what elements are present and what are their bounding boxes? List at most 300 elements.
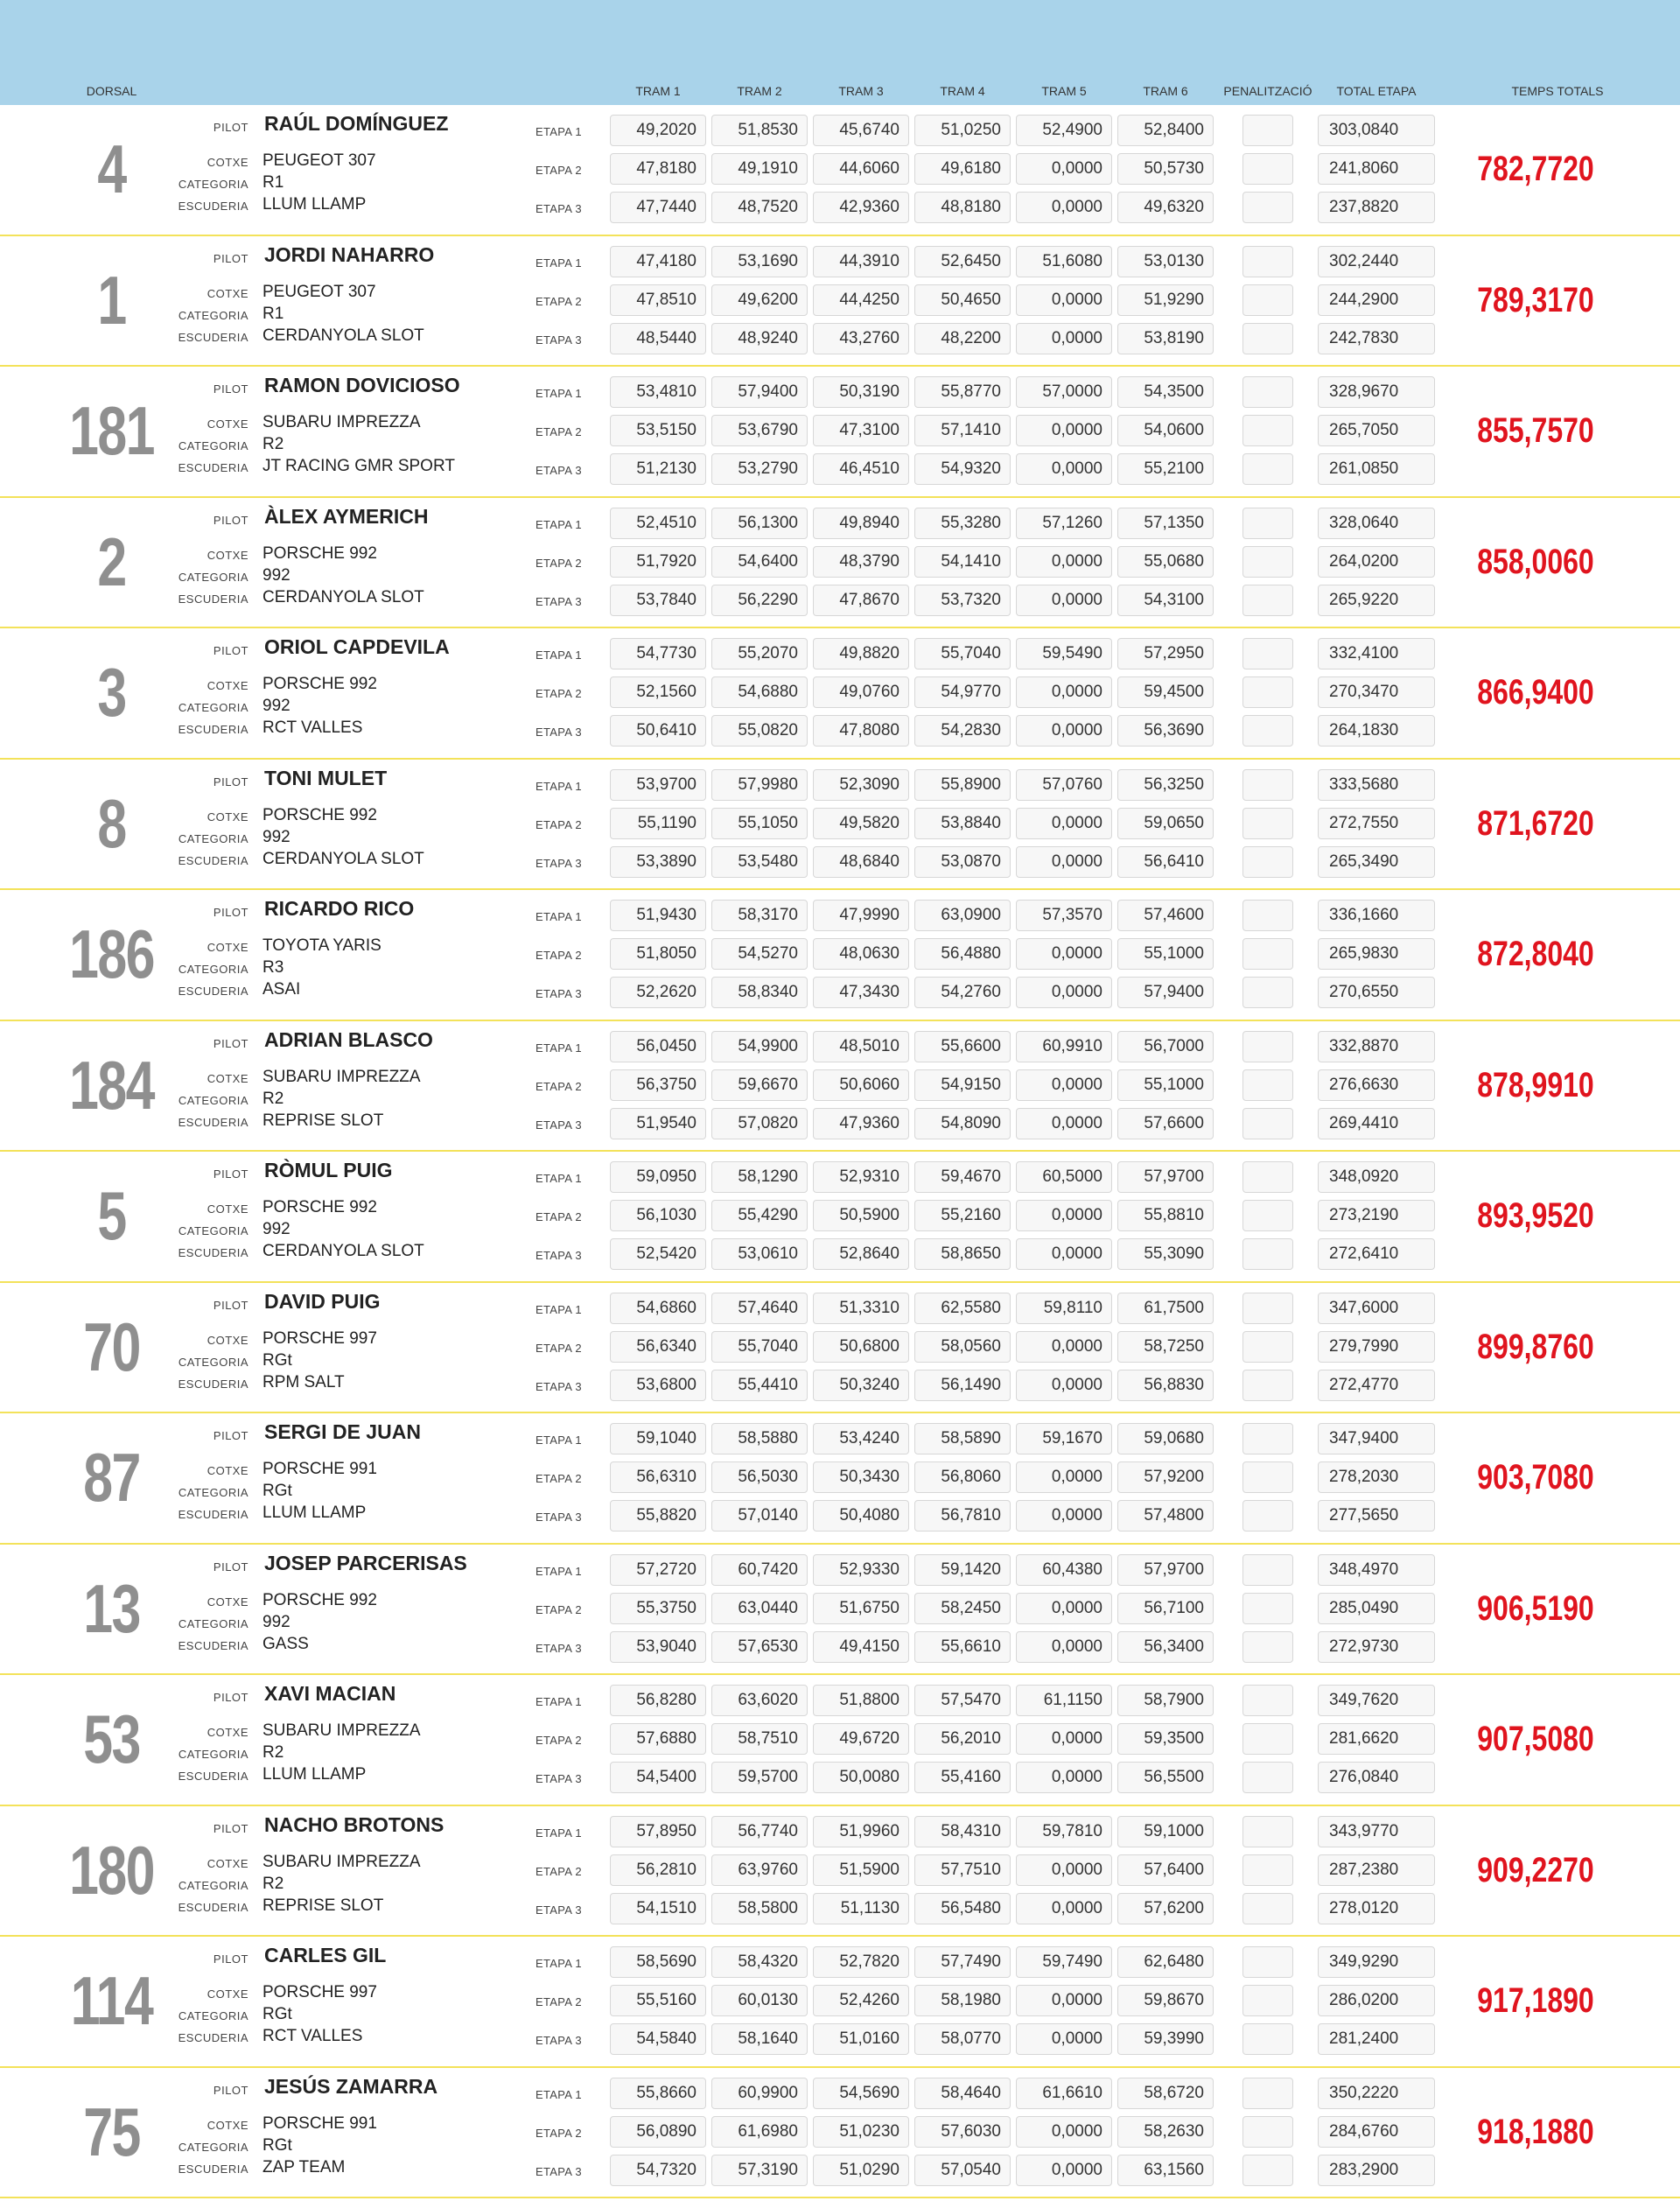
penalty-cell [1242, 900, 1293, 931]
tram-time-cell: 49,6720 [813, 1723, 909, 1755]
tram-time-cell: 56,4880 [914, 938, 1011, 970]
stage-total-cell: 350,2220 [1318, 2078, 1435, 2109]
stage-total-cell: 244,2900 [1318, 284, 1435, 316]
tram-time-cell: 57,6200 [1117, 1893, 1214, 1924]
etapa-label: ETAPA 3 [536, 1379, 582, 1393]
tram-time-cell: 42,9360 [813, 192, 909, 223]
label-categoria: CATEGORIA [178, 701, 248, 714]
tram-time-cell: 56,2010 [914, 1723, 1011, 1755]
team-name: CERDANYOLA SLOT [262, 1242, 424, 1260]
tram-time-cell: 59,1420 [914, 1554, 1011, 1586]
tram-time-cell: 56,1490 [914, 1370, 1011, 1401]
etapa-label: ETAPA 1 [536, 1302, 582, 1316]
tram-time-cell: 57,4600 [1117, 900, 1214, 931]
tram-time-cell: 0,0000 [1016, 585, 1112, 616]
stage-total-cell: 347,6000 [1318, 1293, 1435, 1324]
tram-time-cell: 59,1040 [610, 1423, 706, 1454]
tram-time-cell: 0,0000 [1016, 1370, 1112, 1401]
car-name: PORSCHE 992 [262, 543, 377, 563]
tram-time-cell: 54,2830 [914, 715, 1011, 747]
tram-time-cell: 48,0630 [813, 938, 909, 970]
etapa-label: ETAPA 1 [536, 125, 582, 138]
penalty-cell [1242, 1331, 1293, 1363]
stage-total-cell: 281,6620 [1318, 1723, 1435, 1755]
penalty-cell [1242, 1631, 1293, 1663]
penalty-cell [1242, 2023, 1293, 2055]
tram-time-cell: 53,7840 [610, 585, 706, 616]
tram-time-cell: 47,8510 [610, 284, 706, 316]
tram-time-cell: 56,6410 [1117, 846, 1214, 878]
label-cotxe: COTXE [206, 417, 248, 431]
pilot-name: RAÚL DOMÍNGUEZ [264, 112, 449, 135]
etapa-label: ETAPA 3 [536, 202, 582, 215]
tram-time-cell: 55,3280 [914, 508, 1011, 539]
label-escuderia: ESCUDERIA [178, 2031, 248, 2044]
label-cotxe: COTXE [206, 810, 248, 824]
label-pilot: PILOT [213, 121, 248, 134]
tram-time-cell: 55,0680 [1117, 546, 1214, 578]
tram-time-cell: 58,7250 [1117, 1331, 1214, 1363]
tram-time-cell: 56,8830 [1117, 1370, 1214, 1401]
tram-time-cell: 54,6400 [711, 546, 808, 578]
category: 992 [262, 1612, 290, 1631]
label-escuderia: ESCUDERIA [178, 1770, 248, 1783]
penalty-cell [1242, 715, 1293, 747]
tram-time-cell: 0,0000 [1016, 1854, 1112, 1886]
tram-time-cell: 59,3500 [1117, 1723, 1214, 1755]
tram-time-cell: 55,7040 [914, 638, 1011, 669]
tram-time-cell: 49,6320 [1117, 192, 1214, 223]
tram-time-cell: 44,4250 [813, 284, 909, 316]
tram-time-cell: 58,6720 [1117, 2078, 1214, 2109]
penalty-cell [1242, 1854, 1293, 1886]
tram-time-cell: 0,0000 [1016, 846, 1112, 878]
label-categoria: CATEGORIA [178, 963, 248, 976]
total-time: 782,7720 [1477, 150, 1594, 188]
car-name: SUBARU IMPREZZA [262, 1067, 421, 1086]
tram-time-cell: 59,0950 [610, 1161, 706, 1193]
stage-total-cell: 272,7550 [1318, 808, 1435, 839]
penalty-cell [1242, 1370, 1293, 1401]
tram-time-cell: 58,4640 [914, 2078, 1011, 2109]
tram-time-cell: 56,2810 [610, 1854, 706, 1886]
etapa-label: ETAPA 2 [536, 1734, 582, 1747]
dorsal-number: 53 [83, 1700, 140, 1777]
tram-time-cell: 58,2450 [914, 1593, 1011, 1624]
tram-time-cell: 50,0080 [813, 1762, 909, 1793]
tram-time-cell: 59,4670 [914, 1161, 1011, 1193]
tram-time-cell: 55,6610 [914, 1631, 1011, 1663]
col-tram-1: TRAM 1 [635, 84, 681, 98]
tram-time-cell: 59,4500 [1117, 676, 1214, 708]
result-row [0, 236, 1680, 368]
etapa-label: ETAPA 2 [536, 425, 582, 438]
tram-time-cell: 55,8660 [610, 2078, 706, 2109]
stage-total-cell: 279,7990 [1318, 1331, 1435, 1363]
tram-time-cell: 47,8670 [813, 585, 909, 616]
total-time: 918,1880 [1477, 2112, 1594, 2151]
etapa-label: ETAPA 2 [536, 294, 582, 308]
label-cotxe: COTXE [206, 1987, 248, 2001]
stage-total-cell: 347,9400 [1318, 1423, 1435, 1454]
pilot-name: RAMON DOVICIOSO [264, 374, 460, 396]
stage-total-cell: 332,8870 [1318, 1031, 1435, 1062]
tram-time-cell: 51,0160 [813, 2023, 909, 2055]
col-total-etapa: TOTAL ETAPA [1336, 84, 1417, 98]
total-time: 878,9910 [1477, 1065, 1594, 1104]
tram-time-cell: 47,7440 [610, 192, 706, 223]
col-penalitzacio: PENALITZACIÓ [1223, 84, 1312, 98]
team-name: REPRISE SLOT [262, 1111, 384, 1130]
tram-time-cell: 61,6610 [1016, 2078, 1112, 2109]
tram-time-cell: 52,8640 [813, 1238, 909, 1270]
tram-time-cell: 56,3750 [610, 1069, 706, 1101]
tram-time-cell: 53,0870 [914, 846, 1011, 878]
penalty-cell [1242, 846, 1293, 878]
tram-time-cell: 48,5440 [610, 323, 706, 354]
etapa-label: ETAPA 3 [536, 2034, 582, 2047]
label-categoria: CATEGORIA [178, 2009, 248, 2022]
tram-time-cell: 49,8940 [813, 508, 909, 539]
total-time: 903,7080 [1477, 1458, 1594, 1497]
col-dorsal: DORSAL [86, 84, 137, 98]
etapa-label: ETAPA 1 [536, 1041, 582, 1055]
tram-time-cell: 57,0820 [711, 1108, 808, 1139]
tram-time-cell: 0,0000 [1016, 1593, 1112, 1624]
tram-time-cell: 0,0000 [1016, 323, 1112, 354]
tram-time-cell: 49,6200 [711, 284, 808, 316]
etapa-label: ETAPA 3 [536, 856, 582, 870]
label-categoria: CATEGORIA [178, 570, 248, 584]
tram-time-cell: 0,0000 [1016, 676, 1112, 708]
tram-time-cell: 0,0000 [1016, 1200, 1112, 1231]
stage-total-cell: 265,3490 [1318, 846, 1435, 878]
tram-time-cell: 55,1000 [1117, 938, 1214, 970]
total-time: 893,9520 [1477, 1196, 1594, 1235]
penalty-cell [1242, 1593, 1293, 1624]
tram-time-cell: 52,7820 [813, 1946, 909, 1978]
tram-time-cell: 61,6980 [711, 2116, 808, 2148]
result-row [0, 890, 1680, 1021]
label-escuderia: ESCUDERIA [178, 2162, 248, 2176]
pilot-name: ORIOL CAPDEVILA [264, 635, 450, 658]
tram-time-cell: 60,7420 [711, 1554, 808, 1586]
penalty-cell [1242, 676, 1293, 708]
tram-time-cell: 55,4290 [711, 1200, 808, 1231]
stage-total-cell: 270,6550 [1318, 977, 1435, 1008]
category: R2 [262, 1743, 284, 1762]
pilot-name: JORDI NAHARRO [264, 242, 435, 266]
label-escuderia: ESCUDERIA [178, 1377, 248, 1391]
tram-time-cell: 57,9700 [1117, 1161, 1214, 1193]
tram-time-cell: 61,7500 [1117, 1293, 1214, 1324]
stage-total-cell: 286,0200 [1318, 1985, 1435, 2016]
etapa-label: ETAPA 1 [536, 2087, 582, 2101]
tram-time-cell: 54,8090 [914, 1108, 1011, 1139]
etapa-label: ETAPA 3 [536, 333, 582, 347]
dorsal-number: 181 [69, 392, 154, 469]
tram-time-cell: 49,1910 [711, 153, 808, 185]
tram-time-cell: 54,2760 [914, 977, 1011, 1008]
pilot-name: ADRIAN BLASCO [264, 1027, 433, 1051]
tram-time-cell: 57,8950 [610, 1816, 706, 1847]
tram-time-cell: 58,5890 [914, 1423, 1011, 1454]
team-name: ZAP TEAM [262, 2157, 346, 2176]
stage-total-cell: 241,8060 [1318, 153, 1435, 185]
tram-time-cell: 59,0650 [1117, 808, 1214, 839]
tram-time-cell: 56,3690 [1117, 715, 1214, 747]
dorsal-number: 5 [97, 1177, 126, 1254]
label-escuderia: ESCUDERIA [178, 723, 248, 736]
label-categoria: CATEGORIA [178, 178, 248, 191]
category: RGt [262, 2005, 292, 2023]
pilot-name: NACHO BROTONS [264, 1812, 444, 1836]
result-row [0, 1021, 1680, 1153]
etapa-label: ETAPA 1 [536, 517, 582, 531]
label-cotxe: COTXE [206, 1202, 248, 1216]
tram-time-cell: 46,4510 [813, 453, 909, 485]
tram-time-cell: 51,8800 [813, 1685, 909, 1716]
tram-time-cell: 52,2620 [610, 977, 706, 1008]
col-temps-totals: TEMPS TOTALS [1511, 84, 1604, 98]
tram-time-cell: 60,5000 [1016, 1161, 1112, 1193]
tram-time-cell: 56,6340 [610, 1331, 706, 1363]
tram-time-cell: 58,1640 [711, 2023, 808, 2055]
tram-time-cell: 58,8340 [711, 977, 808, 1008]
dorsal-number: 3 [97, 654, 126, 731]
tram-time-cell: 53,7320 [914, 585, 1011, 616]
pilot-name: SERGI DE JUAN [264, 1420, 421, 1443]
result-row [0, 1675, 1680, 1806]
etapa-label: ETAPA 3 [536, 725, 582, 739]
tram-time-cell: 57,1260 [1016, 508, 1112, 539]
tram-time-cell: 0,0000 [1016, 415, 1112, 446]
tram-time-cell: 47,8080 [813, 715, 909, 747]
tram-time-cell: 51,6080 [1016, 246, 1112, 277]
label-categoria: CATEGORIA [178, 831, 248, 845]
tram-time-cell: 54,1510 [610, 1893, 706, 1924]
category: R2 [262, 435, 284, 453]
car-name: PORSCHE 997 [262, 1983, 377, 2001]
penalty-cell [1242, 769, 1293, 801]
label-escuderia: ESCUDERIA [178, 1246, 248, 1259]
stage-total-cell: 237,8820 [1318, 192, 1435, 223]
car-name: PORSCHE 992 [262, 1198, 377, 1216]
car-name: PORSCHE 997 [262, 1328, 377, 1348]
car-name: PORSCHE 992 [262, 1590, 377, 1609]
tram-time-cell: 59,8110 [1016, 1293, 1112, 1324]
tram-time-cell: 55,7040 [711, 1331, 808, 1363]
tram-time-cell: 0,0000 [1016, 2155, 1112, 2186]
tram-time-cell: 63,1560 [1117, 2155, 1214, 2186]
tram-time-cell: 52,1560 [610, 676, 706, 708]
tram-time-cell: 54,0600 [1117, 415, 1214, 446]
penalty-cell [1242, 1161, 1293, 1193]
stage-total-cell: 265,9830 [1318, 938, 1435, 970]
tram-time-cell: 56,3400 [1117, 1631, 1214, 1663]
tram-time-cell: 54,6880 [711, 676, 808, 708]
etapa-label: ETAPA 2 [536, 1341, 582, 1355]
stage-total-cell: 349,7620 [1318, 1685, 1435, 1716]
tram-time-cell: 0,0000 [1016, 1723, 1112, 1755]
total-time: 872,8040 [1477, 935, 1594, 973]
tram-time-cell: 56,7000 [1117, 1031, 1214, 1062]
dorsal-number: 13 [83, 1569, 140, 1647]
stage-total-cell: 269,4410 [1318, 1108, 1435, 1139]
penalty-cell [1242, 323, 1293, 354]
team-name: LLUM LLAMP [262, 1765, 367, 1784]
tram-time-cell: 47,3430 [813, 977, 909, 1008]
penalty-cell [1242, 1762, 1293, 1793]
tram-time-cell: 57,6600 [1117, 1108, 1214, 1139]
penalty-cell [1242, 808, 1293, 839]
etapa-label: ETAPA 1 [536, 779, 582, 793]
tram-time-cell: 58,5800 [711, 1893, 808, 1924]
stage-total-cell: 276,6630 [1318, 1069, 1435, 1101]
tram-time-cell: 56,8060 [914, 1461, 1011, 1493]
tram-time-cell: 51,2130 [610, 453, 706, 485]
tram-time-cell: 53,0130 [1117, 246, 1214, 277]
penalty-cell [1242, 585, 1293, 616]
etapa-label: ETAPA 1 [536, 1172, 582, 1185]
tram-time-cell: 58,7510 [711, 1723, 808, 1755]
label-escuderia: ESCUDERIA [178, 330, 248, 344]
tram-time-cell: 57,1410 [914, 415, 1011, 446]
dorsal-number: 184 [69, 1046, 154, 1124]
tram-time-cell: 55,2160 [914, 1200, 1011, 1231]
label-cotxe: COTXE [206, 1726, 248, 1739]
tram-time-cell: 53,6790 [711, 415, 808, 446]
tram-time-cell: 54,9900 [711, 1031, 808, 1062]
label-pilot: PILOT [213, 906, 248, 919]
stage-total-cell: 283,2900 [1318, 2155, 1435, 2186]
column-header [0, 81, 1680, 103]
car-name: SUBARU IMPREZZA [262, 1721, 421, 1740]
label-categoria: CATEGORIA [178, 1486, 248, 1499]
etapa-label: ETAPA 2 [536, 556, 582, 570]
result-row [0, 367, 1680, 498]
car-name: PORSCHE 992 [262, 675, 377, 693]
tram-time-cell: 55,3090 [1117, 1238, 1214, 1270]
etapa-label: ETAPA 2 [536, 817, 582, 831]
etapa-label: ETAPA 2 [536, 1864, 582, 1878]
penalty-cell [1242, 938, 1293, 970]
stage-total-cell: 348,0920 [1318, 1161, 1435, 1193]
tram-time-cell: 57,9200 [1117, 1461, 1214, 1493]
tram-time-cell: 52,6450 [914, 246, 1011, 277]
etapa-label: ETAPA 2 [536, 1472, 582, 1485]
tram-time-cell: 50,6410 [610, 715, 706, 747]
tram-time-cell: 48,2200 [914, 323, 1011, 354]
tram-time-cell: 51,0230 [813, 2116, 909, 2148]
label-pilot: PILOT [213, 251, 248, 265]
car-name: PEUGEOT 307 [262, 151, 376, 170]
pilot-name: RICARDO RICO [264, 897, 415, 920]
tram-time-cell: 48,7520 [711, 192, 808, 223]
tram-time-cell: 58,5880 [711, 1423, 808, 1454]
total-time: 906,5190 [1477, 1588, 1594, 1628]
tram-time-cell: 55,1000 [1117, 1069, 1214, 1101]
penalty-cell [1242, 1685, 1293, 1716]
tram-time-cell: 51,6750 [813, 1593, 909, 1624]
total-time: 907,5080 [1477, 1720, 1594, 1758]
stage-total-cell: 302,2440 [1318, 246, 1435, 277]
tram-time-cell: 57,4640 [711, 1293, 808, 1324]
tram-time-cell: 53,8840 [914, 808, 1011, 839]
etapa-label: ETAPA 1 [536, 1957, 582, 1970]
tram-time-cell: 57,3570 [1016, 900, 1112, 931]
label-categoria: CATEGORIA [178, 1748, 248, 1761]
stage-total-cell: 261,0850 [1318, 453, 1435, 485]
tram-time-cell: 48,9240 [711, 323, 808, 354]
tram-time-cell: 63,9760 [711, 1854, 808, 1886]
etapa-label: ETAPA 1 [536, 648, 582, 662]
total-time: 855,7570 [1477, 411, 1594, 450]
tram-time-cell: 57,6530 [711, 1631, 808, 1663]
tram-time-cell: 0,0000 [1016, 1631, 1112, 1663]
tram-time-cell: 45,6740 [813, 115, 909, 146]
label-pilot: PILOT [213, 2083, 248, 2097]
dorsal-number: 1 [97, 261, 126, 339]
tram-time-cell: 0,0000 [1016, 1331, 1112, 1363]
tram-time-cell: 53,8190 [1117, 323, 1214, 354]
team-name: LLUM LLAMP [262, 1504, 367, 1522]
label-pilot: PILOT [213, 1560, 248, 1574]
tram-time-cell: 51,8050 [610, 938, 706, 970]
tram-time-cell: 57,0000 [1016, 376, 1112, 408]
tram-time-cell: 47,8180 [610, 153, 706, 185]
col-tram-5: TRAM 5 [1041, 84, 1087, 98]
tram-time-cell: 55,8820 [610, 1500, 706, 1532]
team-name: CERDANYOLA SLOT [262, 326, 424, 345]
label-pilot: PILOT [213, 1821, 248, 1835]
stage-total-cell: 328,0640 [1318, 508, 1435, 539]
etapa-label: ETAPA 1 [536, 1826, 582, 1840]
label-escuderia: ESCUDERIA [178, 985, 248, 998]
penalty-cell [1242, 1108, 1293, 1139]
stage-total-cell: 349,9290 [1318, 1946, 1435, 1978]
pilot-name: JOSEP PARCERISAS [264, 1551, 467, 1574]
stage-total-cell: 332,4100 [1318, 638, 1435, 669]
tram-time-cell: 55,4410 [711, 1370, 808, 1401]
label-pilot: PILOT [213, 1952, 248, 1966]
tram-time-cell: 63,0440 [711, 1593, 808, 1624]
team-name: RCT VALLES [262, 718, 363, 737]
stage-total-cell: 278,0120 [1318, 1893, 1435, 1924]
tram-time-cell: 44,6060 [813, 153, 909, 185]
tram-time-cell: 52,4510 [610, 508, 706, 539]
tram-time-cell: 50,4650 [914, 284, 1011, 316]
team-name: LLUM LLAMP [262, 195, 367, 214]
team-name: CERDANYOLA SLOT [262, 587, 424, 606]
tram-time-cell: 58,0770 [914, 2023, 1011, 2055]
etapa-label: ETAPA 3 [536, 1249, 582, 1262]
label-cotxe: COTXE [206, 286, 248, 300]
tram-time-cell: 57,5470 [914, 1685, 1011, 1716]
tram-time-cell: 49,0760 [813, 676, 909, 708]
tram-time-cell: 55,5160 [610, 1985, 706, 2016]
penalty-cell [1242, 1554, 1293, 1586]
stage-total-cell: 272,4770 [1318, 1370, 1435, 1401]
tram-time-cell: 56,1030 [610, 1200, 706, 1231]
tram-time-cell: 56,0450 [610, 1031, 706, 1062]
category: R1 [262, 173, 284, 192]
tram-time-cell: 57,9980 [711, 769, 808, 801]
tram-time-cell: 57,4800 [1117, 1500, 1214, 1532]
pilot-name: JESÚS ZAMARRA [264, 2074, 438, 2098]
tram-time-cell: 0,0000 [1016, 1762, 1112, 1793]
etapa-label: ETAPA 3 [536, 1772, 582, 1785]
